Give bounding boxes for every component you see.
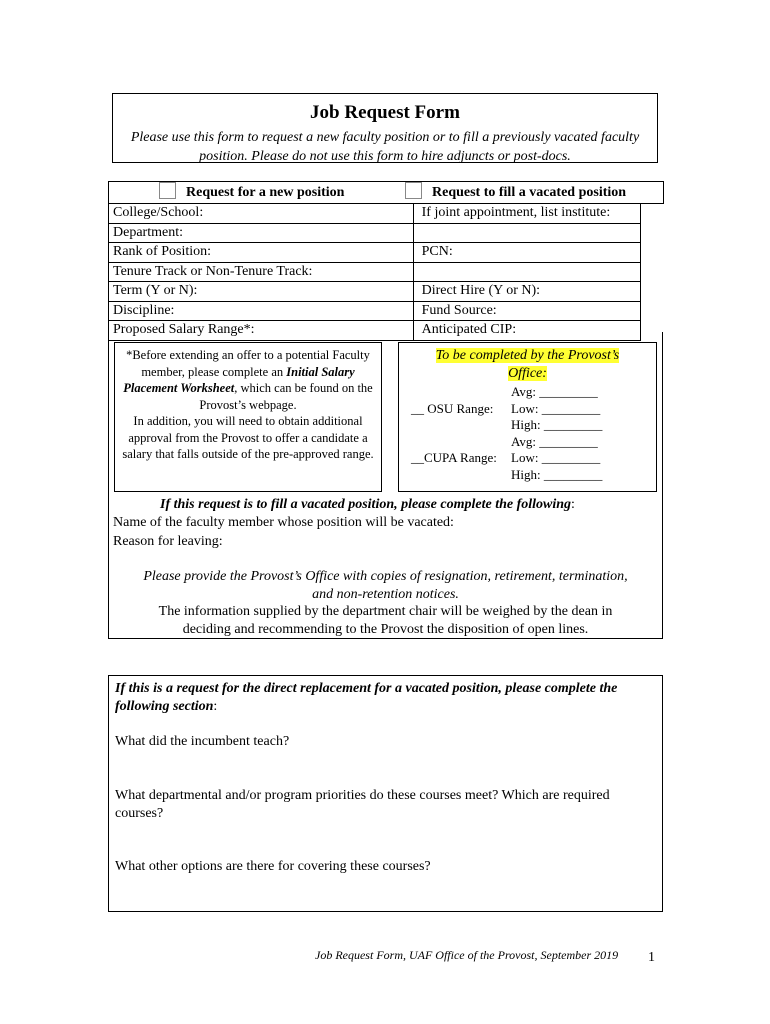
info-field-college[interactable]: College/School:: [109, 204, 414, 224]
request-vacated-label: Request to fill a vacated position: [432, 185, 627, 200]
request-new-option[interactable]: [159, 182, 344, 203]
info-field-rank[interactable]: Rank of Position:: [109, 243, 414, 263]
footer-text: Job Request Form, UAF Office of the Provost, September 2019: [315, 948, 619, 962]
provost-office-box: [398, 342, 657, 492]
provost-section-title: [399, 347, 656, 383]
replacement-heading: If this is a request for the direct replacement for a vacated position, please complete the following section:: [115, 681, 618, 714]
replacement-section-box: [108, 675, 663, 912]
request-new-label: Request for a new position: [186, 185, 345, 200]
question-priorities[interactable]: What departmental and/or program priorities do these courses meet? Which are required courses?: [115, 788, 610, 821]
info-field-pcn[interactable]: PCN:: [413, 243, 640, 263]
info-field-discipline[interactable]: Discipline:: [109, 301, 414, 321]
position-info-table: [108, 203, 641, 341]
copies-note: Please provide the Provost’s Office with copies of resignation, retirement, termination, and non-retention notices.: [143, 569, 628, 602]
salary-note-box: [114, 342, 382, 492]
provost-title-line-1: To be completed by the Provost’s: [435, 348, 620, 363]
info-field-empty[interactable]: [413, 262, 640, 282]
info-field-salary-range[interactable]: Proposed Salary Range*:: [109, 321, 414, 341]
provost-title-line-2: Office:: [508, 366, 547, 381]
form-intro: Please use this form to request a new faculty position or to fill a previously vacated faculty position. Please do not use this form to hire adjuncts or post-docs.: [130, 130, 640, 164]
table-row: [109, 262, 641, 282]
salary-note-text-2: , which can be found on the Provost’s webpage.: [199, 381, 373, 412]
request-new-checkbox[interactable]: [159, 182, 176, 199]
request-vacated-checkbox[interactable]: [405, 182, 422, 199]
info-field-fund-source[interactable]: Fund Source:: [413, 301, 640, 321]
page-number: 1: [648, 950, 655, 965]
cupa-low-field[interactable]: Low: _________: [511, 450, 601, 465]
info-field-cip[interactable]: Anticipated CIP:: [413, 321, 640, 341]
dean-note: The information supplied by the department chair will be weighed by the dean in deciding and recommending to the Provost the disposition of open lines.: [158, 604, 613, 637]
info-field-joint-appointment[interactable]: If joint appointment, list institute:: [413, 204, 640, 224]
request-type-row: [108, 181, 664, 204]
form-header-box: [112, 93, 658, 163]
info-field-department[interactable]: Department:: [109, 223, 414, 243]
question-other-options[interactable]: What other options are there for covering these courses?: [115, 859, 431, 874]
vacated-name-field[interactable]: Name of the faculty member whose position will be vacated:: [113, 515, 454, 530]
salary-worksheet-name: Initial Salary Placement Worksheet: [123, 364, 355, 395]
osu-low-field[interactable]: Low: _________: [511, 400, 601, 416]
info-field-term[interactable]: Term (Y or N):: [109, 282, 414, 302]
table-row: [109, 282, 641, 302]
form-title: Job Request Form: [310, 102, 460, 123]
vacated-reason-field[interactable]: Reason for leaving:: [113, 534, 223, 549]
osu-avg-field[interactable]: Avg: _________: [511, 384, 598, 399]
cupa-range-label[interactable]: __CUPA Range:: [411, 450, 497, 465]
cupa-high-field[interactable]: High: _________: [511, 466, 603, 482]
table-row: [109, 243, 641, 263]
info-field-empty[interactable]: [413, 223, 640, 243]
osu-range-label[interactable]: __ OSU Range:: [411, 401, 494, 416]
salary-note-text: *Before extending an offer to a potential Faculty member, please complete an: [126, 348, 370, 379]
vacated-heading: If this request is to fill a vacated position, please complete the following:: [160, 497, 575, 512]
cupa-avg-field[interactable]: Avg: _________: [511, 433, 598, 449]
osu-high-field[interactable]: High: _________: [511, 417, 603, 432]
request-vacated-option[interactable]: [405, 182, 626, 203]
info-field-direct-hire[interactable]: Direct Hire (Y or N):: [413, 282, 640, 302]
table-row: [109, 223, 641, 243]
table-row: [109, 204, 641, 224]
table-row: [109, 301, 641, 321]
info-field-tenure-track[interactable]: Tenure Track or Non-Tenure Track:: [109, 262, 414, 282]
question-incumbent-teach[interactable]: What did the incumbent teach?: [115, 734, 290, 749]
salary-note-approval: In addition, you will need to obtain additional approval from the Provost to offer a candidate a salary that falls outside of the pre-approved range.: [122, 414, 374, 461]
